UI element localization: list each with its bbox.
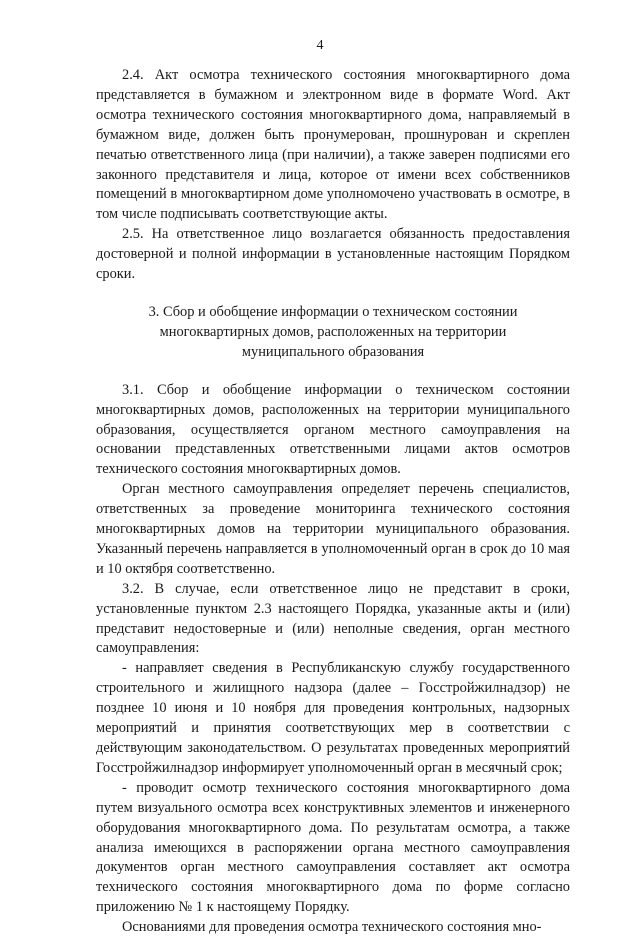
paragraph-specialists: Орган местного самоуправления определяет перечень специалистов, ответственных за проведение мониторинга технического состояния многоквартирных домов на территории муниципального образования. Указанный перечень направляется в уполномоченный орган в срок до 10 мая и 10 октября соответственно. [96,481,570,577]
paragraph-3-1: 3.1. Сбор и обобщение информации о техническом состоянии многоквартирных домов, расположенных на территории муниципального образования, осуществляется органом местного самоуправления на основании представленных ответственными лицами актов осмотров технического состояния многоквартирных домов. [96,381,570,478]
list-item-notify-supervision: - направляет сведения в Республиканскую службу государственного строительного и жилищного надзора (далее – Госстройжилнадзор) не позднее 10 июня и 10 ноября для проведения контрольных, надзорных мероприятий и принятия соответствующих мер в соответствии с действующим законодательством. О результатах проведенных мероприятий Госстройжилнадзор информирует уполномоченный орган в месячный срок; [96,660,570,776]
heading-line: муниципального образования [241,343,425,360]
document-body [96,66,570,938]
paragraph-2-5: 2.5. На ответственное лицо возлагается обязанность предоставления достоверной и полной информации в установленные настоящим Порядком сроки. [96,226,570,283]
list-item-conduct-inspection: - проводит осмотр технического состояния многоквартирного дома путем визуального осмотра всех конструктивных элементов и инженерного оборудования многоквартирного дома. По результатам осмотра, а также анализа имеющихся в распоряжении органа местного самоуправления документов орган местного самоуправления составляет акт осмотра технического состояния многоквартирного дома по форме согласно приложению № 1 к настоящему Порядку. [96,779,570,916]
heading-line: 3. Сбор и обобщение информации о техническом состоянии [148,303,518,320]
paragraph-grounds: Основаниями для проведения осмотра технического состояния мно- [122,919,542,936]
section-3-heading [96,303,570,363]
paragraph-2-4: 2.4. Акт осмотра технического состояния многоквартирного дома представляется в бумажном и электронном виде в формате Word. Акт осмотра технического состояния многоквартирного дома, направляемый в бумажном виде, должен быть пронумерован, прошнурован и скреплен печатью ответственного лица (при наличии), а также заверен подписями его законного представителя и лица, которое от имени всех собственников помещений в многоквартирном доме уполномочено участвовать в осмотре, в том числе подписывать соответствующие акты. [96,67,570,223]
heading-line: многоквартирных домов, расположенных на территории [159,323,507,340]
page-number: 4 [316,38,324,53]
paragraph-3-2: 3.2. В случае, если ответственное лицо не представит в сроки, установленные пунктом 2.3 настоящего Порядка, указанные акты и (или) представит недостоверные и (или) неполные сведения, орган местного самоуправления: [96,580,570,657]
